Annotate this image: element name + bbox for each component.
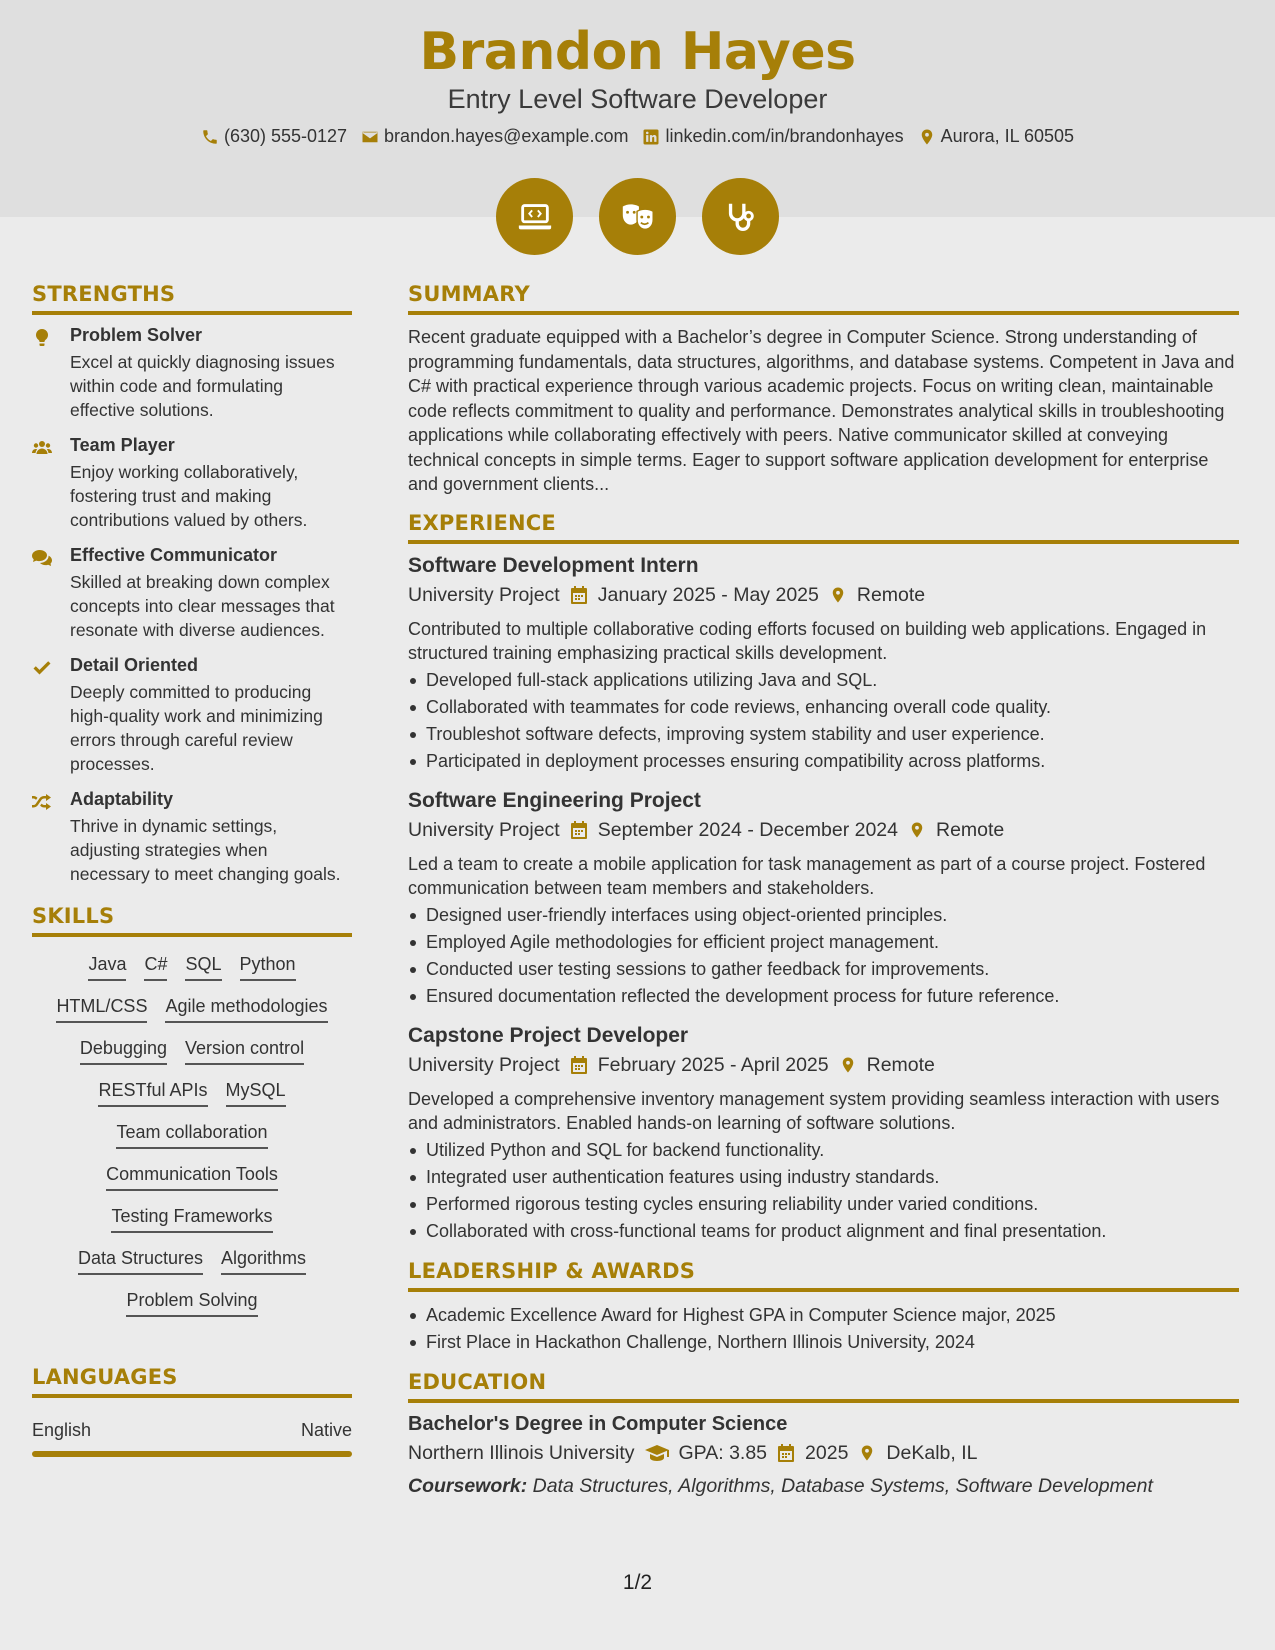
awards-heading: LEADERSHIP & AWARDS (408, 1259, 1239, 1292)
linkedin-text: linkedin.com/in/brandonhayes (665, 126, 904, 146)
skills-row (40, 1163, 344, 1191)
skills-wrap (32, 947, 352, 1317)
skill-tag: HTML/CSS (56, 995, 147, 1023)
page-number: 1/2 (622, 1571, 653, 1594)
experience-heading: EXPERIENCE (408, 511, 1239, 544)
experience-bullet: Developed full-stack applications utilizing Java and SQL. (408, 667, 1239, 694)
job-bullets (408, 667, 1239, 775)
strength-body (70, 789, 352, 886)
summary-heading: SUMMARY (408, 282, 1239, 315)
strength-desc: Excel at quickly diagnosing issues within code and formulating effective solutions. (70, 352, 335, 420)
skills-row (40, 953, 344, 981)
experience-bullet: Participated in deployment processes ensuring compatibility across platforms. (408, 748, 1239, 775)
job-org: University Project (408, 583, 560, 606)
job-bullets (408, 1137, 1239, 1245)
strength-desc: Enjoy working collaboratively, fostering trust and making contributions valued by others. (70, 462, 308, 530)
calendar-icon (570, 820, 588, 840)
map-pin-icon (918, 128, 936, 146)
award-item: Academic Excellence Award for Highest GPA in Computer Science major, 2025 (408, 1302, 1239, 1329)
skill-tag: C# (144, 953, 167, 981)
skill-tag: MySQL (226, 1079, 286, 1107)
skills-row (40, 1289, 344, 1317)
education-degree: Bachelor's Degree in Computer Science (408, 1412, 788, 1435)
graduation-cap-icon (645, 1443, 669, 1463)
map-pin-icon (839, 1055, 857, 1075)
strength-body (70, 435, 352, 532)
education-school: Northern Illinois University (408, 1441, 635, 1464)
experience-bullet: Collaborated with cross-functional teams for product alignment and final presentation. (408, 1218, 1239, 1245)
experience-item (408, 789, 1239, 1010)
job-description: Led a team to create a mobile application for task management as part of a course project. Fostered communication between team members and stakeholders. (408, 853, 1206, 898)
calendar-icon (777, 1443, 795, 1463)
skill-tag: Python (240, 953, 296, 981)
strength-item (32, 789, 352, 886)
skill-tag: Version control (185, 1037, 304, 1065)
right-column (408, 282, 1239, 1498)
strength-desc: Deeply committed to producing high-quality work and minimizing errors through careful review processes. (70, 682, 323, 774)
job-title: Entry Level Software Developer (447, 84, 828, 114)
skill-tag: Debugging (80, 1037, 167, 1065)
experience-bullet: Troubleshot software defects, improving system stability and user experience. (408, 721, 1239, 748)
job-bullets (408, 902, 1239, 1010)
job-dates: January 2025 - May 2025 (597, 583, 819, 606)
contact-linkedin[interactable] (642, 126, 903, 147)
job-meta (408, 1054, 1239, 1077)
education-location: DeKalb, IL (886, 1441, 978, 1464)
calendar-icon (570, 585, 588, 605)
location-text: Aurora, IL 60505 (940, 126, 1075, 146)
map-pin-icon (858, 1443, 876, 1463)
skill-tag: Problem Solving (126, 1289, 257, 1317)
skill-tag: Communication Tools (106, 1163, 278, 1191)
map-pin-icon (829, 585, 847, 605)
strength-name: Detail Oriented (70, 655, 199, 675)
job-description: Developed a comprehensive inventory management system providing seamless interaction with users and administrators. Enabled hands-on learning of software solutions. (408, 1088, 1220, 1133)
calendar-icon (570, 1055, 588, 1075)
lightbulb-icon (32, 325, 56, 422)
job-org: University Project (408, 1053, 560, 1076)
phone-icon (201, 128, 219, 146)
coursework (408, 1475, 1239, 1498)
contact-location (918, 126, 1074, 147)
skill-tag: Algorithms (221, 1247, 306, 1275)
strength-name: Problem Solver (70, 325, 203, 345)
contact-email[interactable] (361, 126, 628, 147)
language-name: English (32, 1420, 92, 1440)
language-level: Native (300, 1420, 352, 1440)
skill-tag: Agile methodologies (165, 995, 327, 1023)
education-gpa: GPA: 3.85 (678, 1441, 768, 1464)
experience-item (408, 554, 1239, 775)
skill-tag: Testing Frameworks (111, 1205, 272, 1233)
languages-heading: LANGUAGES (32, 1365, 352, 1398)
strength-body (70, 545, 352, 642)
map-pin-icon (908, 820, 926, 840)
strengths-heading: STRENGTHS (32, 282, 352, 315)
email-text: brandon.hayes@example.com (384, 126, 629, 146)
awards-list (408, 1302, 1239, 1356)
skill-tag: Team collaboration (116, 1121, 267, 1149)
skill-tag: SQL (185, 953, 221, 981)
education-year: 2025 (805, 1441, 849, 1464)
job-description: Contributed to multiple collaborative coding efforts focused on building web applications. Engaged in structured training emphasizing practical skills development. (408, 618, 1207, 663)
education-meta (408, 1442, 1239, 1465)
job-dates: September 2024 - December 2024 (597, 818, 898, 841)
experience-bullet: Integrated user authentication features using industry standards. (408, 1164, 1239, 1191)
shuffle-icon (32, 789, 56, 886)
skills-row (40, 1037, 344, 1065)
skills-row (40, 1247, 344, 1275)
strength-item (32, 655, 352, 776)
education-heading: EDUCATION (408, 1370, 1239, 1403)
coursework-text: Data Structures, Algorithms, Database Systems, Software Development (532, 1474, 1153, 1497)
strength-body (70, 325, 352, 422)
skills-row (40, 1079, 344, 1107)
contact-phone[interactable] (201, 126, 347, 147)
linkedin-icon (642, 128, 660, 146)
job-location: Remote (935, 818, 1005, 841)
job-meta (408, 584, 1239, 607)
experience-bullet: Utilized Python and SQL for backend functionality. (408, 1137, 1239, 1164)
theater-masks-icon (599, 178, 676, 255)
strength-body (70, 655, 352, 776)
experience-bullet: Ensured documentation reflected the development process for future reference. (408, 983, 1239, 1010)
job-dates: February 2025 - April 2025 (597, 1053, 829, 1076)
contact-row (0, 126, 1275, 147)
left-column (32, 282, 352, 1457)
strength-item (32, 325, 352, 422)
job-role: Software Development Intern (408, 553, 699, 577)
strength-desc: Thrive in dynamic settings, adjusting strategies when necessary to meet changing goals. (70, 816, 341, 884)
experience-bullet: Designed user-friendly interfaces using object-oriented principles. (408, 902, 1239, 929)
candidate-name: Brandon Hayes (419, 22, 856, 82)
job-role: Capstone Project Developer (408, 1023, 689, 1047)
skill-tag: Java (88, 953, 126, 981)
envelope-icon (361, 128, 379, 146)
strength-item (32, 545, 352, 642)
strengths-list (32, 325, 352, 886)
skills-row (40, 1121, 344, 1149)
stethoscope-icon (702, 178, 779, 255)
award-item: First Place in Hackathon Challenge, Northern Illinois University, 2024 (408, 1329, 1239, 1356)
experience-item (408, 1024, 1239, 1245)
job-meta (408, 819, 1239, 842)
strength-name: Effective Communicator (70, 545, 278, 565)
experience-list (408, 554, 1239, 1245)
experience-bullet: Conducted user testing sessions to gather feedback for improvements. (408, 956, 1239, 983)
skills-heading: SKILLS (32, 904, 352, 937)
strength-item (32, 435, 352, 532)
users-icon (32, 435, 56, 532)
laptop-code-icon (496, 178, 573, 255)
experience-bullet: Performed rigorous testing cycles ensuring reliability under varied conditions. (408, 1191, 1239, 1218)
experience-bullet: Collaborated with teammates for code reviews, enhancing overall code quality. (408, 694, 1239, 721)
skill-tag: Data Structures (78, 1247, 203, 1275)
skills-row (40, 1205, 344, 1233)
phone-text: (630) 555-0127 (223, 126, 348, 146)
job-org: University Project (408, 818, 560, 841)
hobby-icons (0, 178, 1275, 255)
strength-name: Team Player (70, 435, 175, 455)
comments-icon (32, 545, 56, 642)
strength-name: Adaptability (70, 789, 174, 809)
job-location: Remote (856, 583, 926, 606)
coursework-label: Coursework: (408, 1474, 528, 1497)
skills-list (32, 947, 352, 1317)
language-row (32, 1408, 352, 1451)
strength-desc: Skilled at breaking down complex concepts into clear messages that resonate with diverse audiences. (70, 572, 335, 640)
check-icon (32, 655, 56, 776)
experience-bullet: Employed Agile methodologies for efficient project management. (408, 929, 1239, 956)
job-location: Remote (866, 1053, 935, 1076)
job-role: Software Engineering Project (408, 788, 701, 812)
skill-tag: RESTful APIs (98, 1079, 207, 1107)
summary-text: Recent graduate equipped with a Bachelor’s degree in Computer Science. Strong understanding of programming fundamentals, data structures, algorithms, and database systems. Competent in Java and C# with practical experience through various academic projects. Focus on writing clean, maintainable code reflects commitment to quality and performance. Demonstrates analytical skills in troubleshooting applications while collaborating effectively with peers. Native communicator skilled at conveying technical concepts in simple terms. Eager to support software application development for enterprise and government clients... (408, 327, 1235, 494)
language-proficiency-bar (32, 1451, 352, 1457)
skills-row (40, 995, 344, 1023)
